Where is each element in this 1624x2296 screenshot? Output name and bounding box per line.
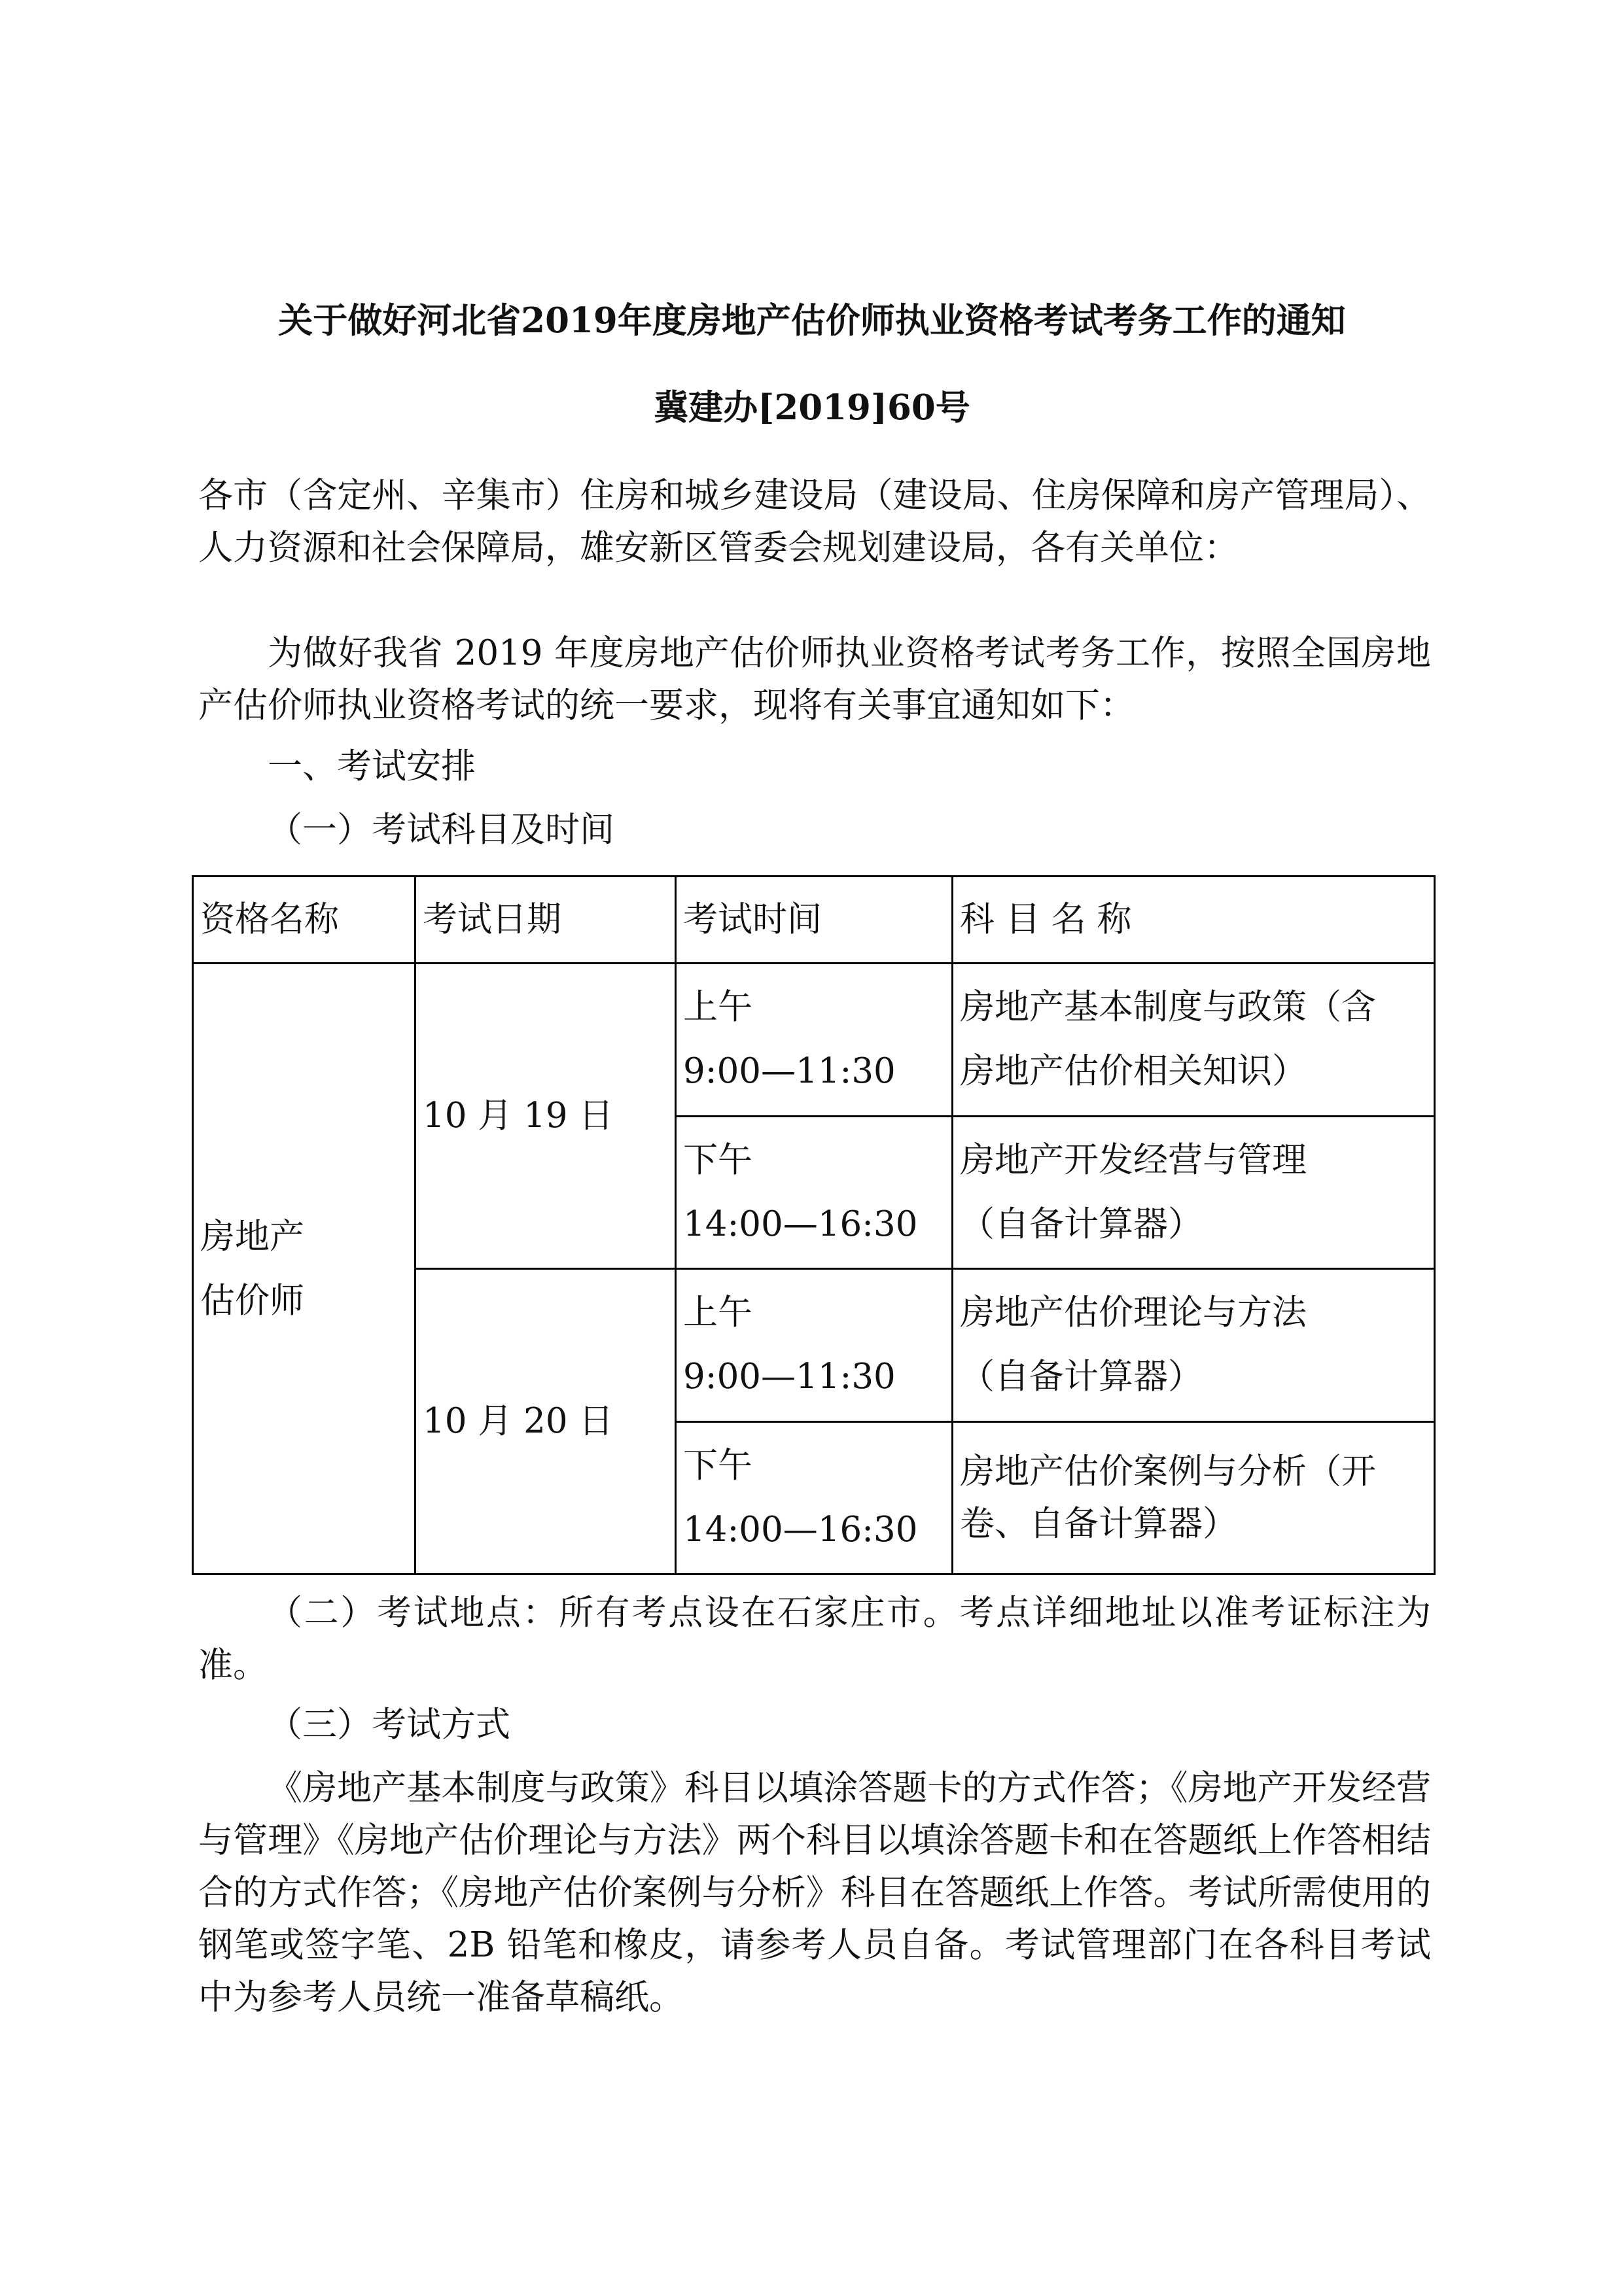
period-label: 下午 <box>683 1445 752 1486</box>
time-range: 9:00—11:30 <box>683 1357 896 1397</box>
date-cell: 10 月 19 日 <box>415 964 676 1269</box>
table-row <box>193 964 1435 1116</box>
intro-paragraph: 为做好我省 2019 年度房地产估价师执业资格考试考务工作，按照全国房地产估价师执业资格考试的统一要求，现将有关事宜通知如下： <box>198 633 1431 725</box>
addressee: 各市（含定州、辛集市）住房和城乡建设局（建设局、住房保障和房产管理局）、人力资源和社会保障局，雄安新区管委会规划建设局，各有关单位： <box>198 476 1431 568</box>
exam-method-paragraph: 《房地产基本制度与政策》科目以填涂答题卡的方式作答；《房地产开发经营与管理》《房地产估价理论与方法》两个科目以填涂答题卡和在答题纸上作答相结合的方式作答；《房地产估价案例与分析》科目在答题纸上作答。考试所需使用的钢笔或签字笔、2B 铅笔和橡皮，请参考人员自备。考试管理部门在各科目考试中为参考人员统一准备草稿纸。 <box>198 1768 1431 2017</box>
subject-cell: 房地产估价案例与分析（开卷、自备计算器） <box>953 1421 1435 1574</box>
period-label: 上午 <box>683 987 752 1028</box>
time-range: 14:00—16:30 <box>683 1509 918 1550</box>
qualification-cell: 房地产估价师 <box>193 964 415 1574</box>
exam-schedule-table <box>192 875 1436 1575</box>
time-cell <box>676 1269 953 1421</box>
subsection-heading: （三）考试方式 <box>268 1705 510 1745</box>
table-header-cell: 资格名称 <box>193 877 415 964</box>
table-header-row <box>193 877 1435 964</box>
period-label: 上午 <box>683 1293 752 1333</box>
time-cell <box>676 1421 953 1574</box>
table-header-cell: 考试时间 <box>676 877 953 964</box>
section-heading: 一、考试安排 <box>268 746 476 786</box>
subject-cell: 房地产开发经营与管理（自备计算器） <box>953 1116 1435 1268</box>
period-label: 下午 <box>683 1139 752 1180</box>
document-title: 关于做好河北省2019年度房地产估价师执业资格考试考务工作的通知 <box>278 300 1346 341</box>
date-cell: 10 月 20 日 <box>415 1269 676 1574</box>
exam-location-paragraph: （二）考试地点：所有考点设在石家庄市。考点详细地址以准考证标注为准。 <box>198 1593 1431 1685</box>
subject-cell: 房地产估价理论与方法（自备计算器） <box>953 1269 1435 1421</box>
document-number: 冀建办[2019]60号 <box>654 387 970 428</box>
time-range: 9:00—11:30 <box>683 1051 896 1092</box>
subject-cell: 房地产基本制度与政策（含房地产估价相关知识） <box>953 964 1435 1116</box>
table-header-cell: 科 目 名 称 <box>953 877 1435 964</box>
subsection-heading: （一）考试科目及时间 <box>268 810 614 850</box>
time-range: 14:00—16:30 <box>683 1204 918 1244</box>
time-cell <box>676 1116 953 1268</box>
time-cell <box>676 964 953 1116</box>
table-header-cell: 考试日期 <box>415 877 676 964</box>
